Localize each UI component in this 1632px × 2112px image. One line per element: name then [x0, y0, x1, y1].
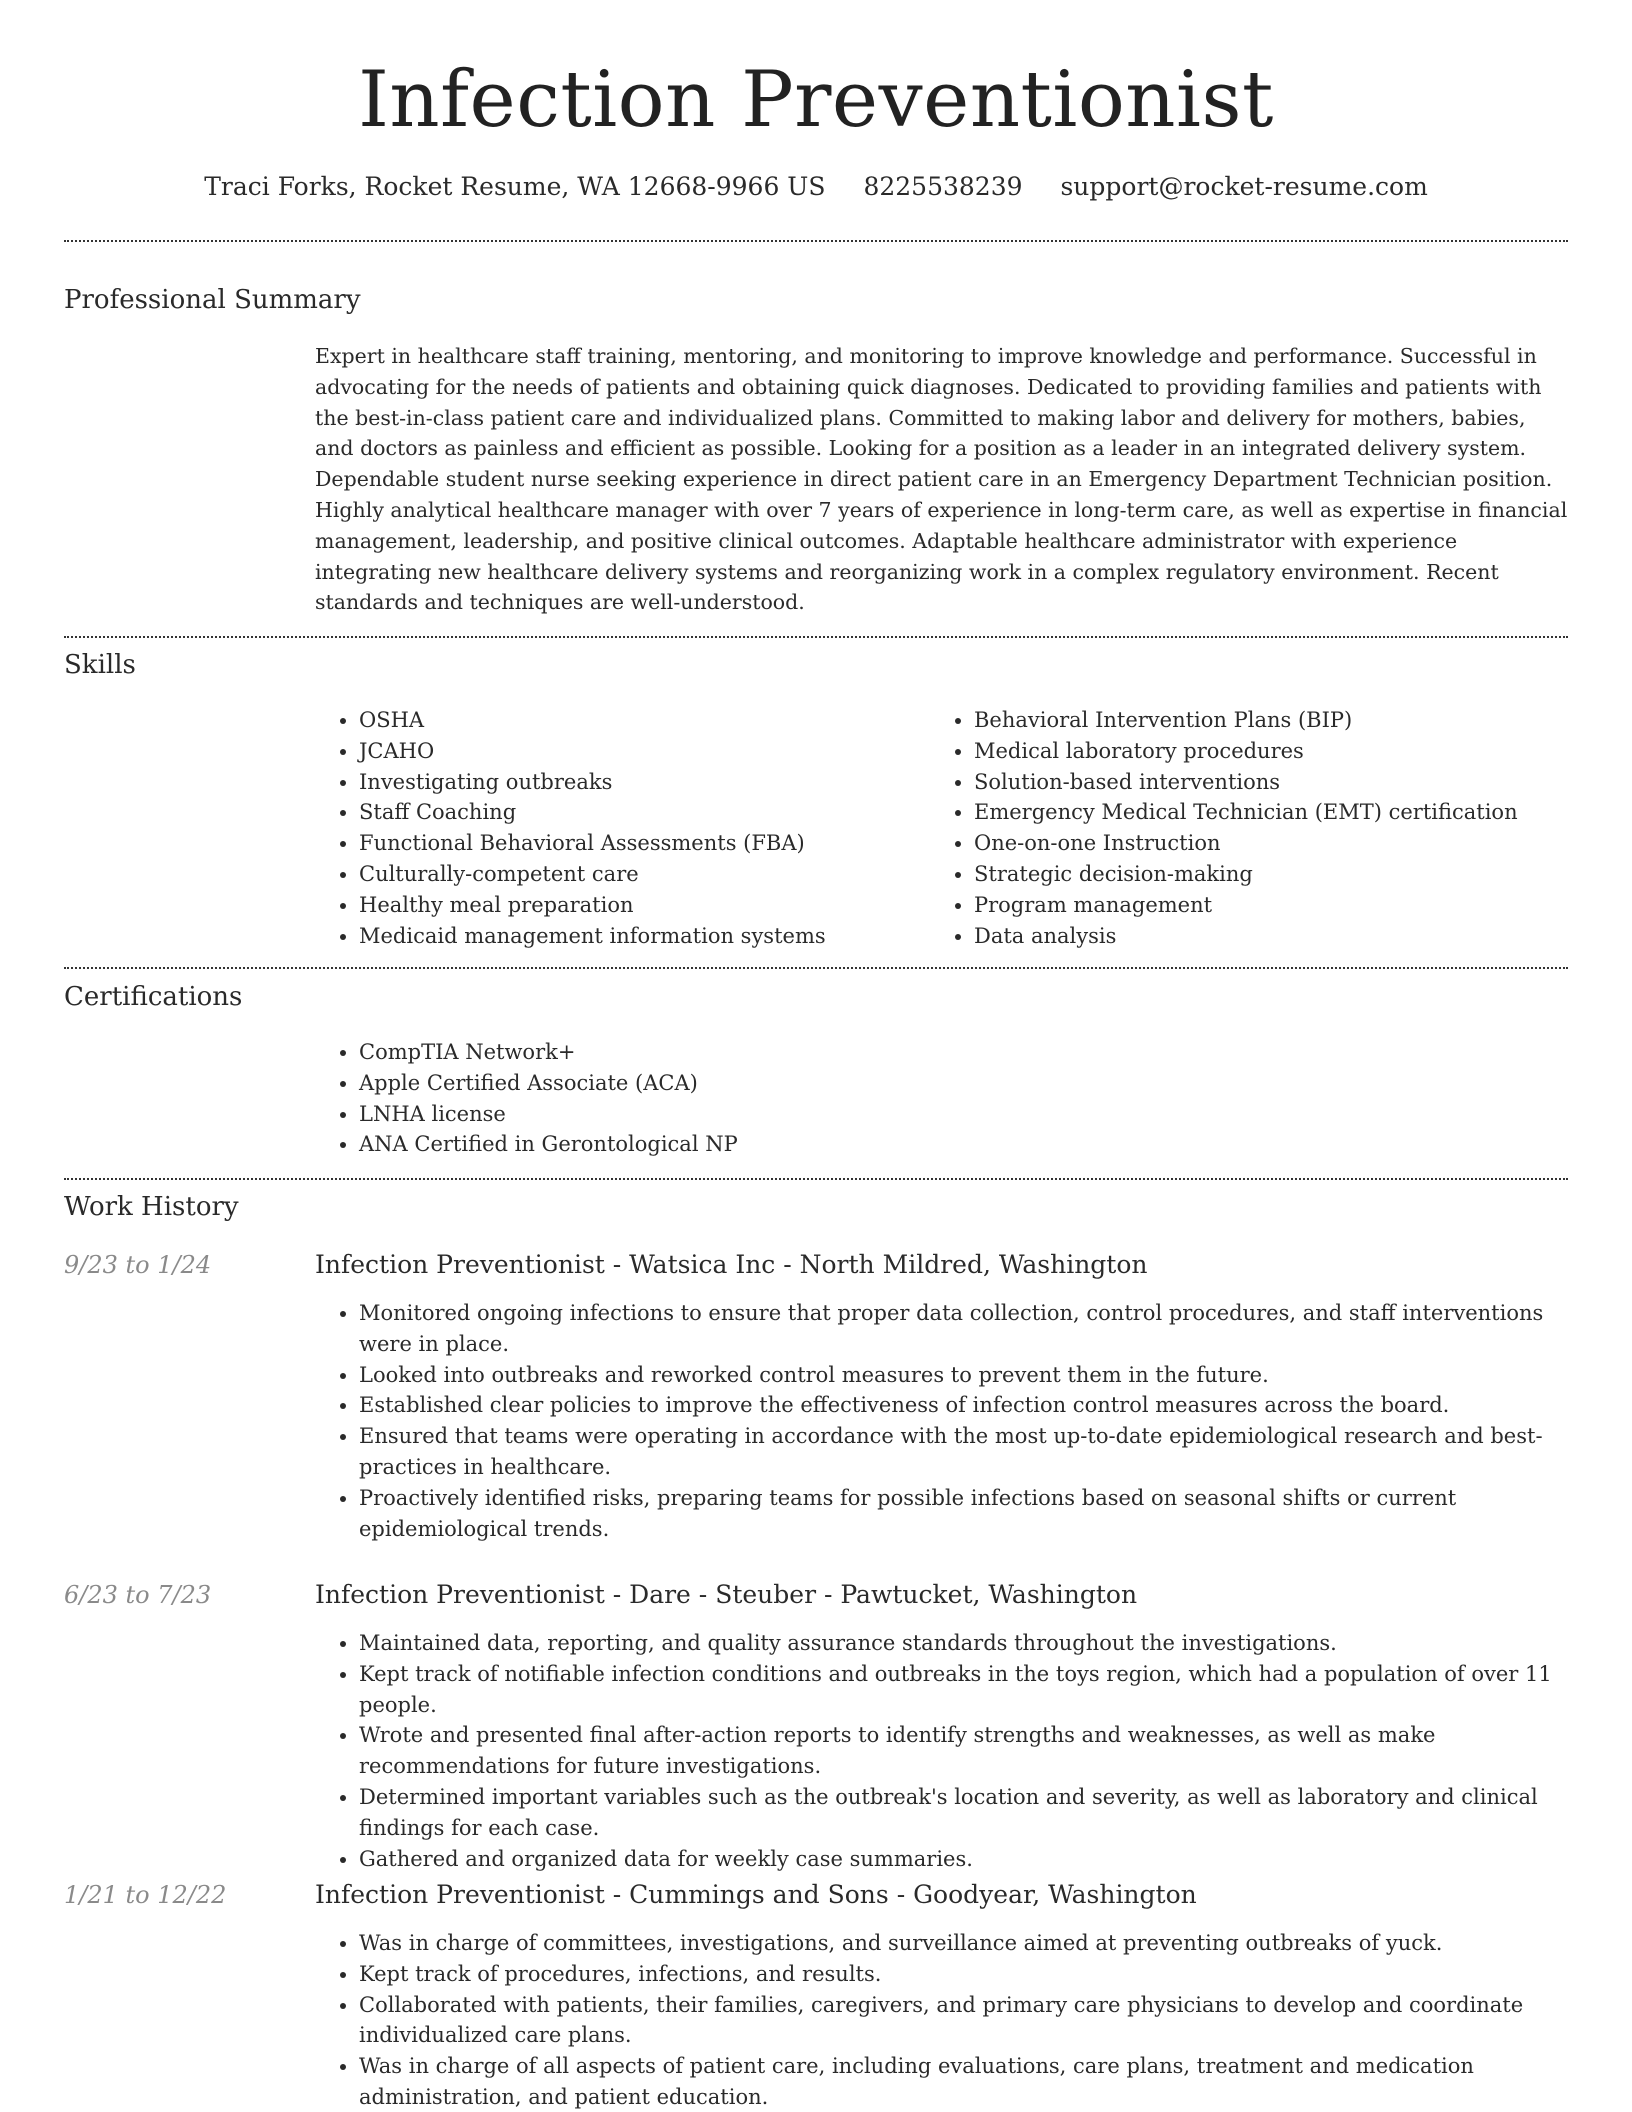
job-dates: 9/23 to 1/24: [64, 1251, 212, 1279]
certification-item: • CompTIA Network+: [359, 1037, 1568, 1068]
work-history-heading: Work History: [64, 1192, 239, 1222]
section-divider: [64, 636, 1568, 638]
job-bullet: • Established clear policies to improve the effectiveness of infection control measures across the board.: [359, 1390, 1568, 1421]
skills-heading: Skills: [64, 650, 136, 680]
resume-title: Infection Preventionist: [358, 55, 1274, 145]
skill-item: • Functional Behavioral Assessments (FBA): [359, 828, 929, 859]
contact-email: support@rocket-resume.com: [1060, 172, 1428, 201]
skill-item: • Strategic decision-making: [974, 859, 1604, 890]
contact-info: [0, 170, 1632, 204]
job-bullet: • Collaborated with patients, their families, caregivers, and primary care physicians to develop and coordinate individualized care plans.: [359, 1990, 1568, 2052]
job-bullet: • Proactively identified risks, preparing teams for possible infections based on seasonal shifts or current epidemiological trends.: [359, 1483, 1568, 1545]
certifications-heading: Certifications: [64, 982, 243, 1012]
job-bullet: • Ensured that teams were operating in accordance with the most up-to-date epidemiological research and best-practices in healthcare.: [359, 1421, 1568, 1483]
job-bullet: • Was in charge of committees, investigations, and surveillance aimed at preventing outbreaks of yuck.: [359, 1928, 1568, 1959]
section-divider: [64, 967, 1568, 969]
job-bullet: • Kept track of procedures, infections, and results.: [359, 1959, 1568, 1990]
job-dates: 1/21 to 12/22: [64, 1881, 227, 1909]
skill-item: • One-on-one Instruction: [974, 828, 1604, 859]
skill-item: • Emergency Medical Technician (EMT) certification: [974, 797, 1604, 828]
job-bullet: • Looked into outbreaks and reworked control measures to prevent them in the future.: [359, 1360, 1568, 1391]
skill-item: • Staff Coaching: [359, 797, 929, 828]
skill-item: • OSHA: [359, 705, 929, 736]
summary-text: Expert in healthcare staff training, mentoring, and monitoring to improve knowledge and performance. Successful in advocating for the needs of patients and obtaining quick diagnoses. Dedicated to providing families and patients with the best-in-class patient care and individualized plans. Committed to making labor and delivery for mothers, babies, and doctors as painless and efficient as possible. Looking for a position as a leader in an integrated delivery system. Dependable student nurse seeking experience in direct patient care in an Emergency Department Technician position. Highly analytical healthcare manager with over 7 years of experience in long-term care, as well as expertise in financial management, leadership, and positive clinical outcomes. Adaptable healthcare administrator with experience integrating new healthcare delivery systems and reorganizing work in a complex regulatory environment. Recent standards and techniques are well-understood.: [315, 344, 1568, 615]
job-bullets: [315, 1628, 1568, 1874]
contact-phone: 8225538239: [863, 172, 1023, 201]
summary-heading: Professional Summary: [64, 285, 361, 315]
job-bullet: • Maintained data, reporting, and quality assurance standards throughout the investigations.: [359, 1628, 1568, 1659]
skill-item: • Program management: [974, 890, 1604, 921]
skill-item: • Investigating outbreaks: [359, 767, 929, 798]
contact-address: Traci Forks, Rocket Resume, WA 12668-9966 US: [204, 172, 826, 201]
skill-item: • Healthy meal preparation: [359, 890, 929, 921]
skill-item: • Medical laboratory procedures: [974, 736, 1604, 767]
certification-item: • ANA Certified in Gerontological NP: [359, 1129, 1568, 1160]
job-bullet: • Monitored ongoing infections to ensure that proper data collection, control procedures, and staff interventions were in place.: [359, 1298, 1568, 1360]
job-bullets: [315, 1928, 1568, 2112]
job-dates: 6/23 to 7/23: [64, 1581, 212, 1609]
skill-item: • Medicaid management information systems: [359, 921, 929, 952]
section-divider: [64, 240, 1568, 242]
skills-list-right: [930, 705, 1604, 951]
skills-list-left: [315, 705, 929, 951]
job-bullet: • Wrote and presented final after-action reports to identify strengths and weaknesses, as well as make recommendations for future investigations.: [359, 1720, 1568, 1782]
certification-item: • Apple Certified Associate (ACA): [359, 1068, 1568, 1099]
skill-item: • Data analysis: [974, 921, 1604, 952]
section-divider: [64, 1178, 1568, 1180]
skill-item: • Behavioral Intervention Plans (BIP): [974, 705, 1604, 736]
job-bullet: • Kept track of notifiable infection conditions and outbreaks in the toys region, which had a population of over 11 people.: [359, 1659, 1568, 1721]
job-title: Infection Preventionist - Dare - Steuber - Pawtucket, Washington: [315, 1580, 1138, 1609]
skill-item: • JCAHO: [359, 736, 929, 767]
job-bullet: • Determined important variables such as the outbreak's location and severity, as well as laboratory and clinical findings for each case.: [359, 1782, 1568, 1844]
job-title: Infection Preventionist - Watsica Inc - North Mildred, Washington: [315, 1250, 1148, 1279]
job-bullet: • Gathered and organized data for weekly case summaries.: [359, 1844, 1568, 1875]
skill-item: • Solution-based interventions: [974, 767, 1604, 798]
certifications-list: [315, 1037, 1568, 1160]
job-bullet: • Was in charge of all aspects of patient care, including evaluations, care plans, treatment and medication administration, and patient education.: [359, 2051, 1568, 2112]
certification-item: • LNHA license: [359, 1099, 1568, 1130]
job-title: Infection Preventionist - Cummings and Sons - Goodyear, Washington: [315, 1880, 1197, 1909]
skill-item: • Culturally-competent care: [359, 859, 929, 890]
job-bullets: [315, 1298, 1568, 1544]
